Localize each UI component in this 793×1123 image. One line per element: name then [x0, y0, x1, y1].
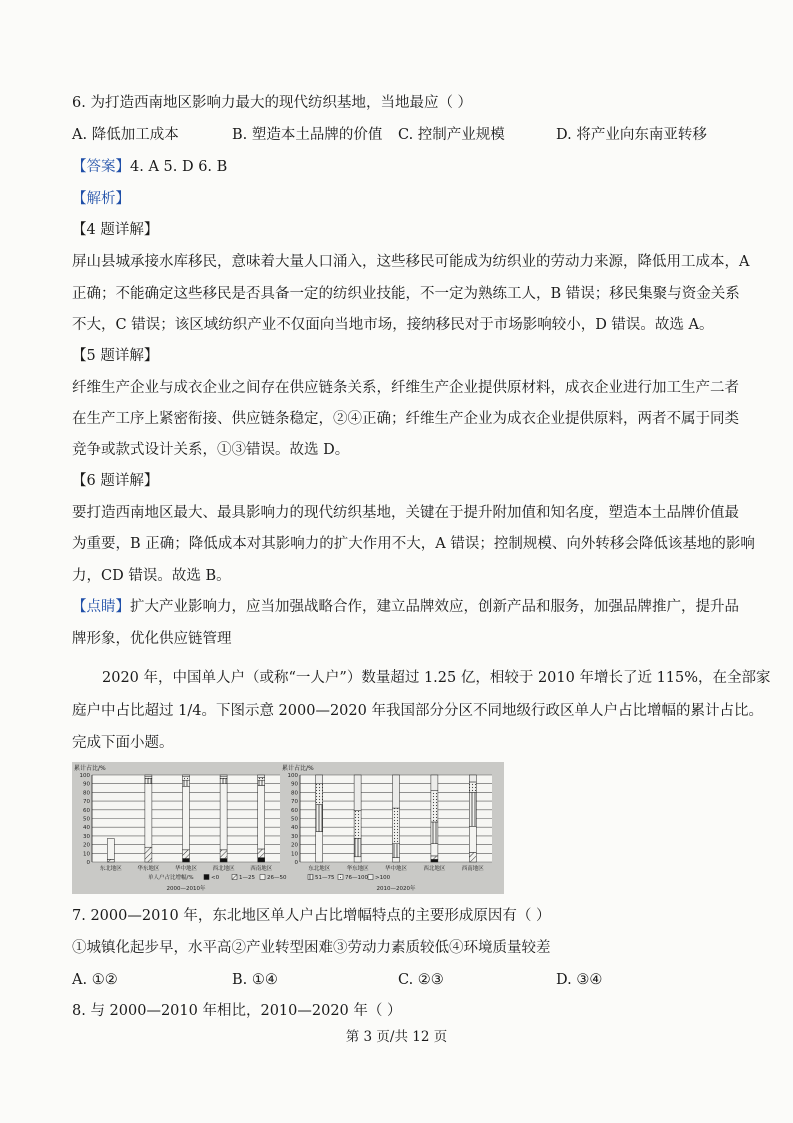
dianjing-line: [72, 597, 739, 617]
bar-segment: [220, 850, 227, 859]
section-4-label: 【4 题详解】: [72, 222, 159, 238]
bar-segment: [354, 775, 361, 811]
passage-line: 2020 年，中国单人户（或称“一人户”）数量超过 1.25 亿，相较于 2010 年增长了近 115%，在全部家: [102, 670, 771, 686]
bar-segment: [431, 775, 438, 791]
x-tick-label: 华中地区: [384, 866, 408, 872]
y-tick-label: 20: [83, 842, 90, 849]
section-5-line: 竞争或款式设计关系，①③错误。故选 D。: [72, 442, 350, 458]
q7-option-a: A. ①②: [72, 972, 118, 988]
x-tick-label: 华东地区: [137, 866, 160, 872]
y-tick-label: 20: [291, 842, 298, 849]
y-tick-label: 40: [83, 825, 90, 832]
bar-segment: [107, 859, 114, 862]
bar-segment: [354, 839, 361, 857]
y-tick-label: 70: [291, 799, 298, 806]
section-5-label: 【5 题详解】: [72, 348, 159, 364]
bar-segment: [220, 784, 227, 850]
bar-segment: [469, 826, 476, 852]
bar-segment: [183, 777, 190, 780]
x-tick-label: 东北地区: [308, 866, 331, 872]
bar-segment: [393, 775, 400, 808]
bar-segment: [354, 857, 361, 862]
bar-segment: [183, 786, 190, 850]
y-tick-label: 80: [291, 790, 298, 797]
panel-caption: 2010—2020年: [376, 886, 416, 892]
bar-segment: [393, 808, 400, 844]
q8-stem: 8. 与 2000—2010 年相比，2010—2020 年（ ）: [72, 1003, 402, 1019]
q7-option-d: D. ③④: [556, 972, 603, 988]
section-5-line: 纤维生产企业与成衣企业之间存在供应链条关系，纤维生产企业提供原材料，成衣企业进行加工生产二者: [72, 380, 739, 396]
legend-title: 单人户占比增幅/%: [148, 875, 194, 881]
q7-items: ①城镇化起步早，水平高②产业转型困难③劳动力素质较低④环境质量较差: [72, 940, 551, 956]
bar-segment: [258, 775, 265, 778]
y-tick-label: 90: [83, 781, 90, 788]
bar-segment: [107, 839, 114, 860]
bar-segment: [316, 784, 323, 805]
bar-segment: [469, 775, 476, 782]
y-tick-label: 10: [291, 851, 298, 858]
bar-segment: [145, 775, 152, 777]
section-4-line: 屏山县城承接水库移民，意味着大量人口涌入，这些移民可能成为纺织业的劳动力来源，降低用工成本，A: [72, 254, 750, 270]
legend-swatch: [308, 875, 313, 880]
bar-segment: [316, 805, 323, 832]
section-6-line: 为重要，B 正确；降低成本对其影响力的扩大作用不大，A 错误；控制规模、向外转移会降低该基地的影响: [72, 536, 755, 552]
bar-segment: [469, 852, 476, 862]
analysis-label: 【解析】: [72, 191, 130, 207]
bar-segment: [431, 844, 438, 856]
y-tick-label: 80: [83, 790, 90, 797]
y-tick-label: 50: [83, 816, 90, 823]
q6-stem: 6. 为打造西南地区影响力最大的现代纺织基地，当地最应（ ）: [72, 95, 473, 111]
section-5-line: 在生产工序上紧密衔接、供应链条稳定，②④正确；纤维生产企业为成衣企业提供原料，两者不属于同类: [72, 411, 739, 427]
bar-segment: [393, 844, 400, 858]
section-6-line: 力，CD 错误。故选 B。: [72, 568, 231, 584]
passage-line: 庭户中占比超过 1/4。下图示意 2000—2020 年我国部分分区不同地级行政区单人户占比增幅的累计占比。: [72, 703, 763, 719]
bar-segment: [354, 811, 361, 839]
bar-segment: [258, 778, 265, 781]
y-tick-label: 70: [83, 799, 90, 806]
stacked-bar-figure: [72, 762, 504, 894]
legend-label: <0: [211, 875, 220, 881]
legend-swatch: [232, 875, 237, 880]
bar-segment: [431, 856, 438, 859]
chart-svg: [72, 762, 504, 894]
x-tick-label: 西南地区: [250, 866, 273, 872]
bar-segment: [145, 847, 152, 862]
passage-line: 完成下面小题。: [72, 735, 174, 751]
q6-option-b: B. 塑造本土品牌的价值: [232, 127, 383, 143]
answer-label: 【答案】: [72, 159, 130, 175]
bar-segment: [316, 775, 323, 784]
y-tick-label: 0: [294, 860, 298, 866]
legend-swatch: [204, 875, 209, 880]
y-tick-label: 30: [291, 833, 298, 840]
q7-option-b: B. ①④: [232, 972, 278, 988]
bar-segment: [431, 859, 438, 862]
legend-label: 1—25: [239, 875, 255, 881]
bar-segment: [183, 775, 190, 777]
bar-segment: [258, 780, 265, 785]
x-tick-label: 西南地区: [461, 866, 484, 872]
bar-segment: [220, 775, 227, 777]
bar-segment: [316, 832, 323, 862]
legend-swatch: [260, 875, 265, 880]
bar-segment: [258, 849, 265, 858]
bar-segment: [220, 777, 227, 779]
bar-segment: [258, 785, 265, 849]
x-tick-label: 西北地区: [423, 866, 446, 872]
legend-label: >100: [375, 875, 391, 881]
bar-segment: [183, 859, 190, 862]
x-tick-label: 西北地区: [212, 866, 235, 872]
section-4-line: 正确；不能确定这些移民是否具备一定的纺织业技能，不一定为熟练工人，B 错误；移民集聚与资金关系: [72, 286, 740, 302]
bar-segment: [183, 780, 190, 786]
bar-segment: [393, 858, 400, 862]
q7-stem: 7. 2000—2010 年，东北地区单人户占比增幅特点的主要形成原因有（ ）: [72, 908, 551, 924]
q6-option-c: C. 控制产业规模: [398, 127, 505, 143]
section-6-label: 【6 题详解】: [72, 473, 159, 489]
bar-segment: [258, 858, 265, 862]
answer-line: [72, 157, 227, 177]
legend-swatch: [368, 875, 373, 880]
section-4-line: 不大，C 错误；该区域纺织产业不仅面向当地市场，接纳移民对于市场影响较小，D 错误。故选 A。: [72, 317, 714, 333]
bar-segment: [145, 777, 152, 779]
page-footer: 第 3 页/共 12 页: [345, 1029, 448, 1045]
legend-swatch: [338, 875, 343, 880]
y-tick-label: 90: [291, 781, 298, 788]
answer-text: 4. A 5. D 6. B: [130, 159, 228, 175]
bar-segment: [220, 778, 227, 783]
bar-segment: [183, 850, 190, 859]
section-6-line: 要打造西南地区最大、最具影响力的现代纺织基地，关键在于提升附加值和知名度，塑造本土品牌价值最: [72, 505, 739, 521]
bar-segment: [431, 791, 438, 822]
bar-segment: [145, 784, 152, 848]
y-axis-label: 累计占比/%: [282, 765, 314, 772]
x-tick-label: 华中地区: [174, 866, 198, 872]
dianjing-text: 扩大产业影响力，应当加强战略合作，建立品牌效应，创新产品和服务，加强品牌推广，提升品: [130, 599, 739, 615]
x-tick-label: 华东地区: [346, 866, 369, 872]
bar-segment: [220, 859, 227, 862]
bar-segment: [145, 778, 152, 783]
y-tick-label: 60: [83, 807, 90, 814]
y-tick-label: 100: [287, 773, 298, 779]
y-tick-label: 50: [291, 816, 298, 823]
y-tick-label: 30: [83, 833, 90, 840]
legend-label: 76—100: [345, 875, 368, 881]
dianjing-label: 【点睛】: [72, 599, 130, 615]
legend-label: 51—75: [315, 875, 335, 881]
legend-label: 26—50: [267, 875, 287, 881]
bar-segment: [469, 792, 476, 826]
y-tick-label: 60: [291, 807, 298, 814]
y-tick-label: 10: [83, 851, 90, 858]
bar-segment: [469, 782, 476, 792]
q6-option-d: D. 将产业向东南亚转移: [556, 127, 707, 143]
y-tick-label: 40: [291, 825, 298, 832]
panel-caption: 2000—2010年: [166, 886, 206, 892]
y-tick-label: 0: [86, 860, 90, 866]
y-axis-label: 累计占比/%: [74, 765, 106, 772]
bar-segment: [431, 822, 438, 844]
q7-option-c: C. ②③: [398, 972, 444, 988]
x-tick-label: 东北地区: [99, 866, 122, 872]
y-tick-label: 100: [79, 773, 90, 779]
q6-option-a: A. 降低加工成本: [72, 127, 179, 143]
dianjing-line-2: 牌形象，优化供应链管理: [72, 631, 232, 647]
